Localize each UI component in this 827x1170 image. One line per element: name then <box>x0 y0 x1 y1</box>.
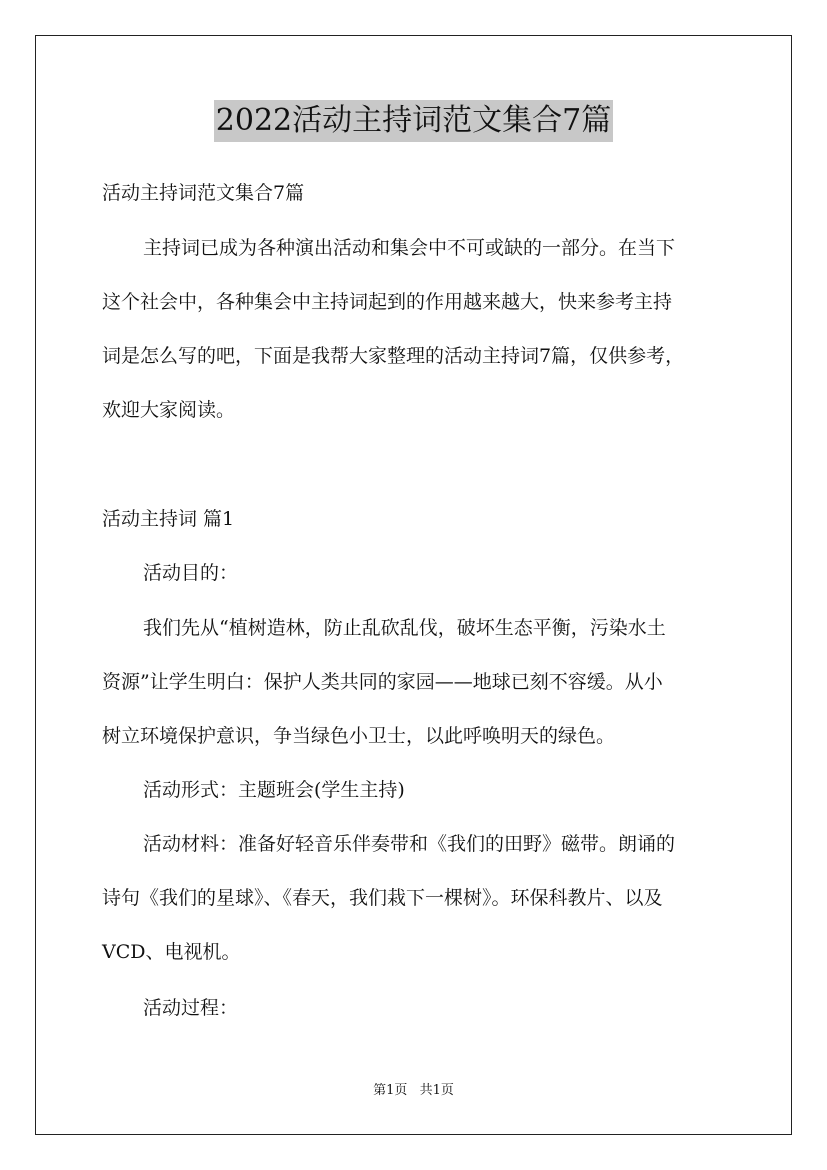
section-line-2: 我们先从“植树造林，防止乱砍乱伐，破坏生态平衡，污染水土 <box>143 617 666 639</box>
document-subtitle: 活动主持词范文集合7篇 <box>102 182 305 204</box>
title-container <box>0 100 827 142</box>
section-line-4: 树立环境保护意识，争当绿色小卫士，以此呼唤明天的绿色。 <box>102 725 616 747</box>
section-line-8: VCD、电视机。 <box>102 941 241 963</box>
page-footer <box>0 1082 827 1100</box>
intro-line-1: 主持词已成为各种演出活动和集会中不可或缺的一部分。在当下 <box>143 237 676 259</box>
page-number-current: 第1页 <box>373 1083 408 1098</box>
section-line-6: 活动材料：准备好轻音乐伴奏带和《我们的田野》磁带。朗诵的 <box>143 833 676 855</box>
section-line-5: 活动形式：主题班会(学生主持) <box>143 779 405 801</box>
page-number-total: 共1页 <box>419 1083 454 1098</box>
section-line-1: 活动目的： <box>143 562 239 584</box>
section-heading: 活动主持词 篇1 <box>102 508 235 530</box>
document-title: 2022活动主持词范文集合7篇 <box>214 100 613 142</box>
section-line-7: 诗句《我们的星球》、《春天，我们栽下一棵树》。环保科教片、以及 <box>102 887 663 909</box>
intro-line-2: 这个社会中，各种集会中主持词起到的作用越来越大，快来参考主持 <box>102 291 673 313</box>
section-line-9: 活动过程： <box>143 997 239 1019</box>
intro-line-3: 词是怎么写的吧，下面是我帮大家整理的活动主持词7篇，仅供参考， <box>102 345 685 367</box>
intro-line-4: 欢迎大家阅读。 <box>102 399 236 421</box>
section-line-3: 资源”让学生明白：保护人类共同的家园——地球已刻不容缓。从小 <box>102 671 663 693</box>
